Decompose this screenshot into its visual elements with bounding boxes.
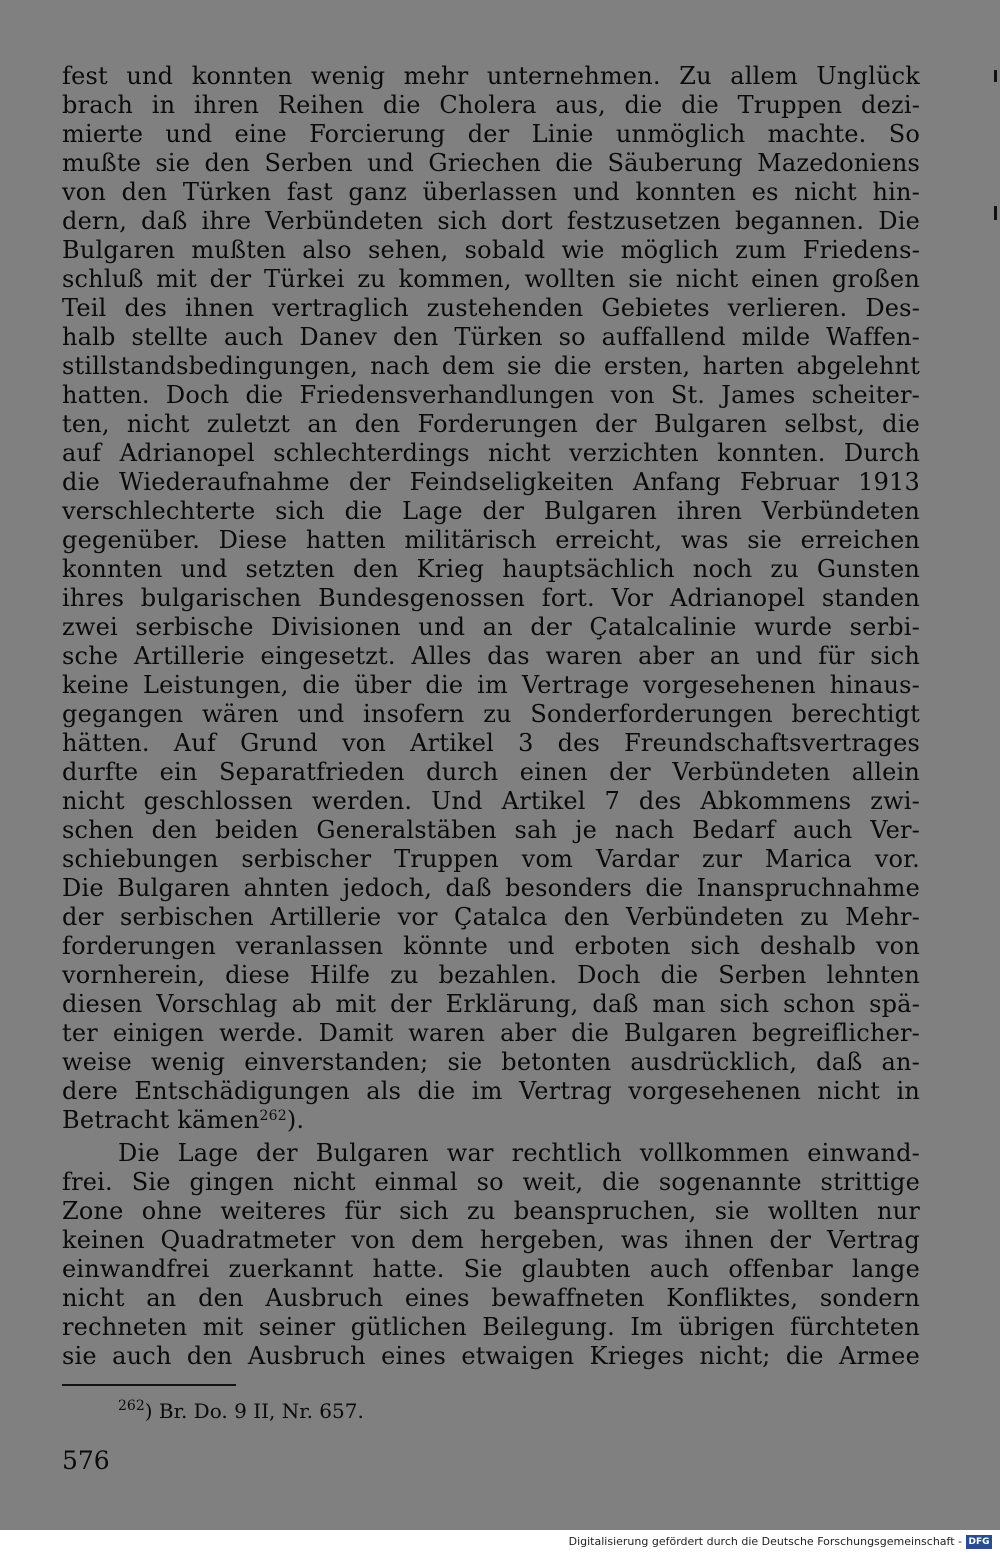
text-line: ihres bulgarischen Bundesgenossen fort. Vor Adrianopel standen bbox=[62, 584, 920, 612]
text-line: brach in ihren Reihen die Cholera aus, die die Truppen dezi- bbox=[62, 91, 920, 119]
text-line: sie auch den Ausbruch eines etwaigen Krieges nicht; die Armee bbox=[62, 1342, 920, 1370]
text-line: nicht geschlossen werden. Und Artikel 7 des Abkommens zwi- bbox=[62, 787, 920, 815]
dfg-logo: DFG bbox=[966, 1535, 992, 1549]
text-line: zwei serbische Divisionen und an der Çatalcalinie wurde serbi- bbox=[62, 613, 920, 641]
text-line: mußte sie den Serben und Griechen die Säuberung Mazedoniens bbox=[62, 149, 920, 177]
text-line: hätten. Auf Grund von Artikel 3 des Freundschaftsvertrages bbox=[62, 729, 920, 757]
text-line: einwandfrei zuerkannt hatte. Sie glaubten auch offenbar lange bbox=[62, 1255, 920, 1283]
text-line: diesen Vorschlag ab mit der Erklärung, daß man sich schon spä- bbox=[62, 990, 920, 1018]
text-line: Teil des ihnen vertraglich zustehenden Gebietes verlieren. Des- bbox=[62, 294, 920, 322]
text-line: auf Adrianopel schlechterdings nicht verzichten konnten. Durch bbox=[62, 439, 920, 467]
text-line: stillstandsbedingungen, nach dem sie die ersten, harten abgelehnt bbox=[62, 352, 920, 380]
text-line: Die Bulgaren ahnten jedoch, daß besonders die Inanspruchnahme bbox=[62, 874, 920, 902]
text-line: hatten. Doch die Friedensverhandlungen von St. James scheiter- bbox=[62, 381, 920, 409]
page-number: 576 bbox=[62, 1446, 110, 1475]
text-line: schiebungen serbischer Truppen vom Vardar zur Marica vor. bbox=[62, 845, 920, 873]
text-line: gegenüber. Diese hatten militärisch erreicht, was sie erreichen bbox=[62, 526, 920, 554]
paragraph-1 bbox=[62, 62, 920, 1106]
text-line: Die Lage der Bulgaren war rechtlich vollkommen einwand- bbox=[118, 1139, 920, 1167]
scan-edge-mark bbox=[994, 206, 997, 220]
text-line: durfte ein Separatfrieden durch einen der Verbündeten allein bbox=[62, 758, 920, 786]
text-line: schen den beiden Generalstäben sah je nach Bedarf auch Ver- bbox=[62, 816, 920, 844]
text-line: Zone ohne weiteres für sich zu beanspruchen, sie wollten nur bbox=[62, 1197, 920, 1225]
last-line-text: Betracht kämen bbox=[62, 1106, 260, 1134]
text-line: dere Entschädigungen als die im Vertrag vorgesehenen nicht in bbox=[62, 1077, 920, 1105]
text-line: dern, daß ihre Verbündeten sich dort festzusetzen begannen. Die bbox=[62, 207, 920, 235]
body-text bbox=[62, 62, 920, 1371]
text-line: ter einigen werde. Damit waren aber die Bulgaren begreiflicher- bbox=[62, 1019, 920, 1047]
text-line: nicht an den Ausbruch eines bewaffneten Konfliktes, sondern bbox=[62, 1284, 920, 1312]
text-line: ten, nicht zuletzt an den Forderungen der Bulgaren selbst, die bbox=[62, 410, 920, 438]
text-line: gegangen wären und insofern zu Sonderforderungen berechtigt bbox=[62, 700, 920, 728]
paragraph-1-last-line bbox=[62, 1106, 920, 1135]
footnote bbox=[118, 1398, 364, 1424]
last-line-tail: ). bbox=[286, 1106, 305, 1134]
scan-edge-mark bbox=[994, 70, 997, 82]
text-line: schluß mit der Türkei zu kommen, wollten sie nicht einen großen bbox=[62, 265, 920, 293]
footnote-divider bbox=[62, 1384, 236, 1386]
text-line: frei. Sie gingen nicht einmal so weit, die sogenannte strittige bbox=[62, 1168, 920, 1196]
text-line: rechneten mit seiner gütlichen Beilegung. Im übrigen fürchteten bbox=[62, 1313, 920, 1341]
text-line: halb stellte auch Danev den Türken so auffallend milde Waffen- bbox=[62, 323, 920, 351]
text-line: keine Leistungen, die über die im Vertrage vorgesehenen hinaus- bbox=[62, 671, 920, 699]
footnote-marker: 262 bbox=[118, 1398, 145, 1414]
text-line: Bulgaren mußten also sehen, sobald wie möglich zum Friedens- bbox=[62, 236, 920, 264]
text-line: der serbischen Artillerie vor Çatalca den Verbündeten zu Mehr- bbox=[62, 903, 920, 931]
text-line: fest und konnten wenig mehr unternehmen. Zu allem Unglück bbox=[62, 62, 920, 90]
text-line: mierte und eine Forcierung der Linie unmöglich machte. So bbox=[62, 120, 920, 148]
footnote-reference: 262 bbox=[259, 1108, 287, 1124]
text-line: konnten und setzten den Krieg hauptsächlich noch zu Gunsten bbox=[62, 555, 920, 583]
text-line: von den Türken fast ganz überlassen und konnten es nicht hin- bbox=[62, 178, 920, 206]
text-line: verschlechterte sich die Lage der Bulgaren ihren Verbündeten bbox=[62, 497, 920, 525]
text-line: weise wenig einverstanden; sie betonten ausdrücklich, daß an- bbox=[62, 1048, 920, 1076]
footnote-text: ) Br. Do. 9 II, Nr. 657. bbox=[144, 1399, 364, 1423]
text-line: vornherein, diese Hilfe zu bezahlen. Doch die Serben lehnten bbox=[62, 961, 920, 989]
credit-text: Digitalisierung gefördert durch die Deutsche Forschungsgemeinschaft - bbox=[568, 1535, 962, 1548]
text-line: forderungen veranlassen könnte und erboten sich deshalb von bbox=[62, 932, 920, 960]
paragraph-2 bbox=[62, 1139, 920, 1371]
text-line: die Wiederaufnahme der Feindseligkeiten Anfang Februar 1913 bbox=[62, 468, 920, 496]
text-line: sche Artillerie eingesetzt. Alles das waren aber an und für sich bbox=[62, 642, 920, 670]
text-line: keinen Quadratmeter von dem hergeben, was ihnen der Vertrag bbox=[62, 1226, 920, 1254]
